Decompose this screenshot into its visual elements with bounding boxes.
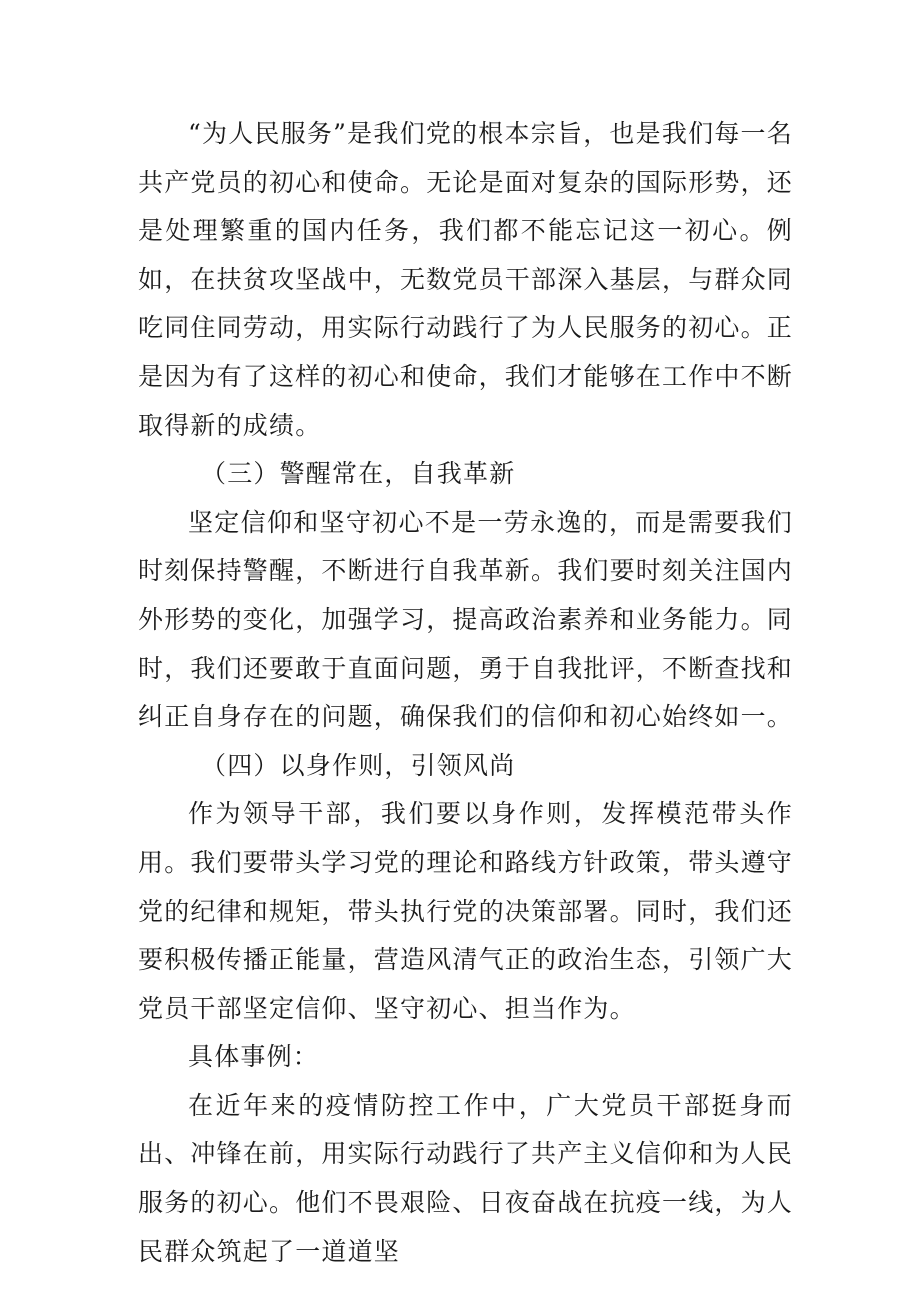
paragraph-self-renewal: 坚定信仰和坚守初心不是一劳永逸的，而是需要我们时刻保持警醒，不断进行自我革新。我们要时刻关注国内外形势的变化，加强学习，提高政治素养和业务能力。同时，我们还要敢于直面问题，勇于自我批评，不断查找和纠正自身存在的问题，确保我们的信仰和初心始终如一。 [138, 507, 794, 732]
section-heading-3: （三）警醒常在，自我革新 [201, 459, 516, 489]
paragraph-specific-examples-label: 具体事例： [188, 1042, 320, 1072]
paragraph-epidemic-example: 在近年来的疫情防控工作中，广大党员干部挺身而出、冲锋在前，用实际行动践行了共产主义信仰和为人民服务的初心。他们不畏艰险、日夜奋战在抗疫一线，为人民群众筑起了一道道坚 [138, 1090, 794, 1266]
section-heading-4: （四）以身作则，引领风尚 [201, 750, 516, 780]
document-body [138, 110, 793, 1276]
paragraph-lead-by-example: 作为领导干部，我们要以身作则，发挥模范带头作用。我们要带头学习党的理论和路线方针政策，带头遵守党的纪律和规矩，带头执行党的决策部署。同时，我们还要积极传播正能量，营造风清气正的政治生态，引领广大党员干部坚定信仰、坚守初心、担当作为。 [138, 799, 794, 1023]
paragraph-serve-the-people: “为人民服务”是我们党的根本宗旨，也是我们每一名共产党员的初心和使命。无论是面对复杂的国际形势，还是处理繁重的国内任务，我们都不能忘记这一初心。例如，在扶贫攻坚战中，无数党员干部深入基层，与群众同吃同住同劳动，用实际行动践行了为人民服务的初心。正是因为有了这样的初心和使命，我们才能够在工作中不断取得新的成绩。 [138, 119, 794, 440]
